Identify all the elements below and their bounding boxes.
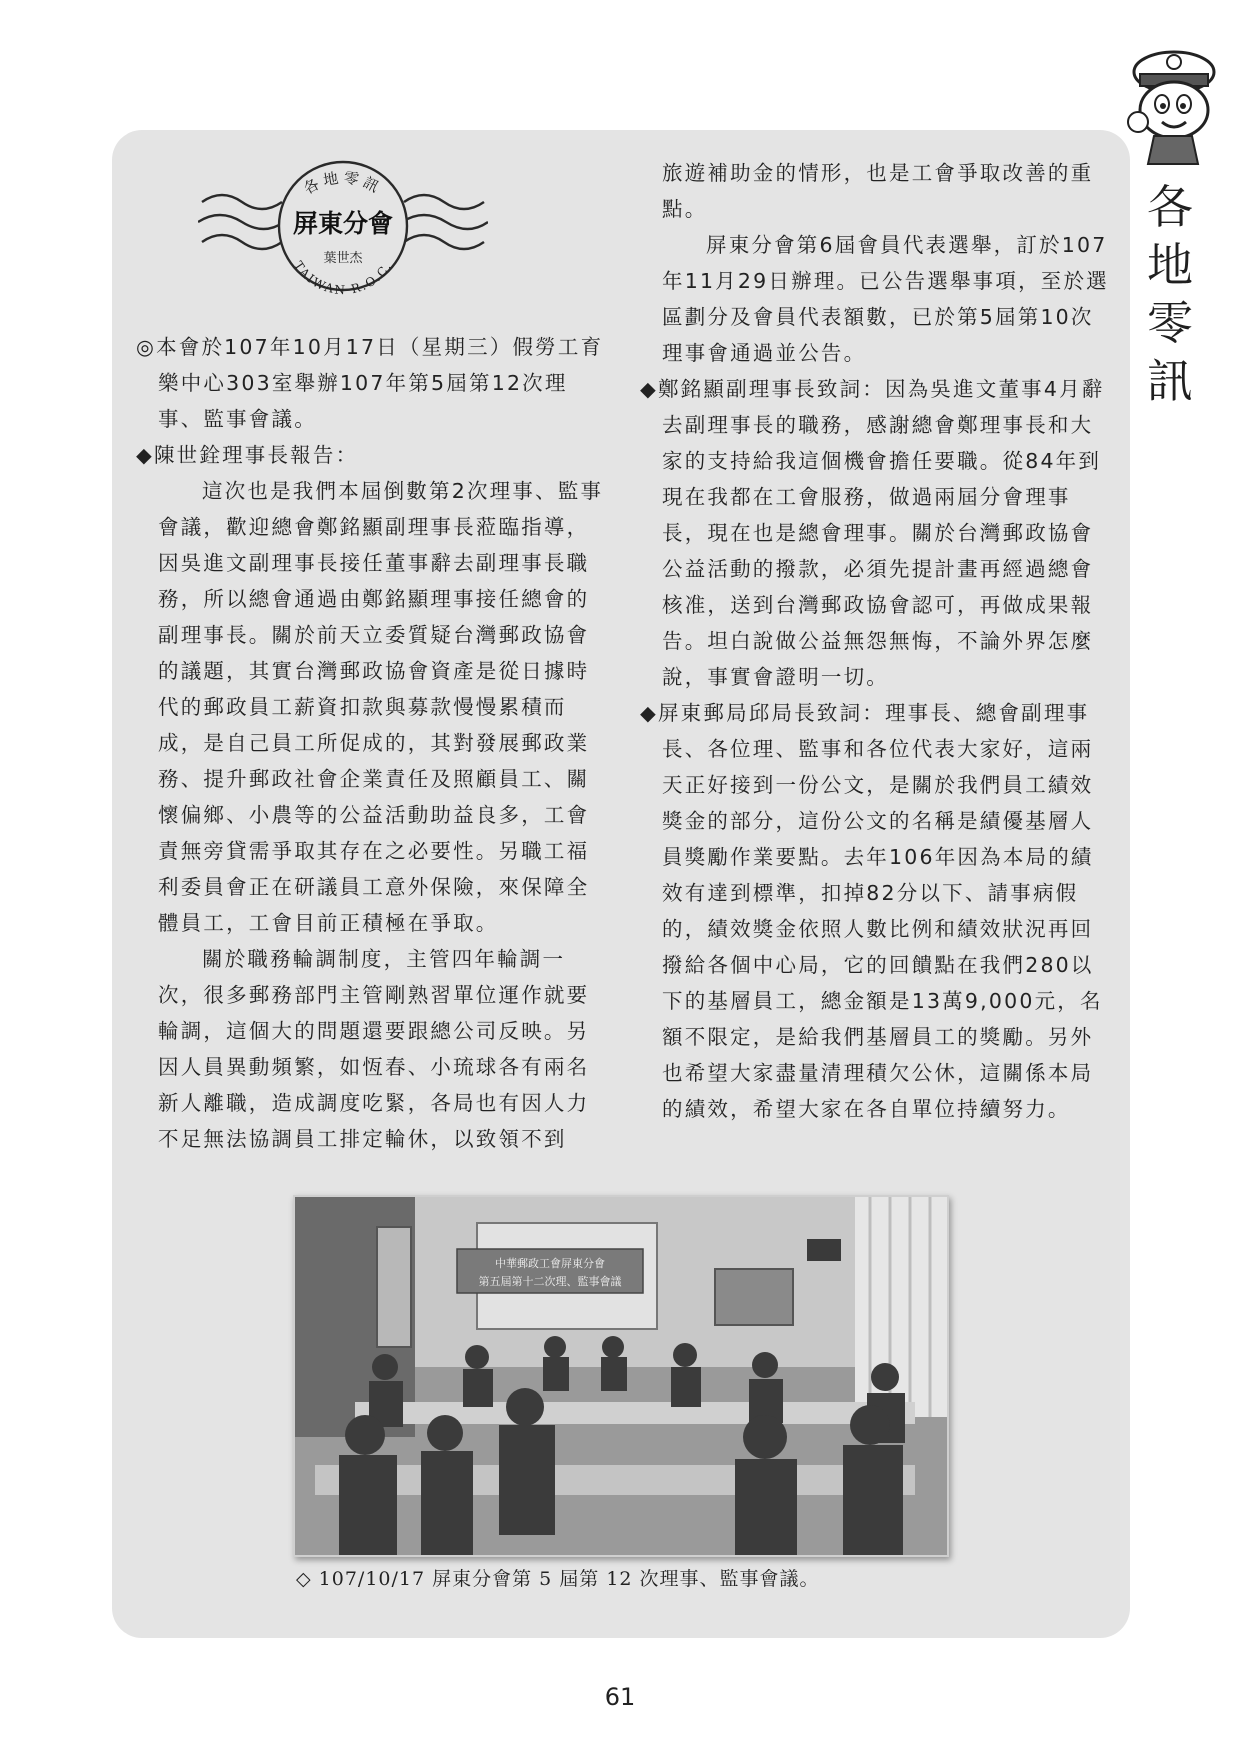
paragraph: 屏東分會第6屆會員代表選舉，訂於107年11月29日辦理。已公告選舉事項，至於選區劃分及會員代表額數，已於第5屆第10次理事會通過並公告。 bbox=[662, 233, 1109, 365]
mailman-mascot-icon bbox=[1118, 38, 1226, 170]
left-text-column bbox=[136, 329, 604, 1157]
stamp-top-text: 各地零訊 bbox=[300, 168, 386, 199]
meeting-photo bbox=[293, 1195, 949, 1557]
paragraph: ◆陳世銓理事長報告： bbox=[136, 443, 359, 467]
section-title-char: 各 bbox=[1147, 180, 1193, 234]
postmark-stamp bbox=[198, 140, 488, 320]
banner-line-1: 中華郵政工會屏東分會 bbox=[495, 1257, 605, 1270]
paragraph: 旅遊補助金的情形，也是工會爭取改善的重點。 bbox=[662, 161, 1094, 221]
paragraph: 關於職務輪調制度，主管四年輪調一次，很多郵務部門主管剛熟習單位運作就要輪調，這個大的問題還要跟總公司反映。另因人員異動頻繁，如恆春、小琉球各有兩名新人離職，造成調度吃緊，各局也有因人力不足無法協調員工排定輪休，以致領不到 bbox=[158, 947, 590, 1151]
stamp-bottom-text: TAIWAN R.O.C. bbox=[291, 258, 395, 298]
section-title-char: 零 bbox=[1147, 296, 1193, 350]
page-number: 61 bbox=[604, 1683, 636, 1711]
section-title-char: 地 bbox=[1147, 238, 1193, 292]
banner-line-2: 第五屆第十二次理、監事會議 bbox=[478, 1275, 622, 1288]
paragraph: ◎本會於107年10月17日（星期三）假勞工育樂中心303室舉辦107年第5屆第12次理事、監事會議。 bbox=[136, 335, 604, 431]
stamp-branch-name: 屏東分會 bbox=[292, 209, 394, 238]
section-title bbox=[1138, 178, 1202, 410]
paragraph: ◆鄭銘顯副理事長致詞：因為吳進文董事4月辭去副理事長的職務，感謝總會鄭理事長和大家的支持給我這個機會擔任要職。從84年到現在我都在工會服務，做過兩屆分會理事長，現在也是總會理事。關於台灣郵政協會公益活動的撥款，必須先提計畫再經過總會核准，送到台灣郵政協會認可，再做成果報告。坦白說做公益無怨無悔，不論外界怎麼說，事實會證明一切。 bbox=[640, 377, 1105, 689]
photo-caption: ◇ 107/10/17 屏東分會第 5 屆第 12 次理事、監事會議。 bbox=[296, 1568, 820, 1590]
paragraph: ◆屏東郵局邱局長致詞：理事長、總會副理事長、各位理、監事和各位代表大家好，這兩天正好接到一份公文，是關於我們員工績效獎金的部分，這份公文的名稱是績優基層人員獎勵作業要點。去年106年因為本局的績效有達到標準，扣掉82分以下、請事病假的，績效獎金依照人數比例和績效狀況再回撥給各個中心局，它的回饋點在我們280以下的基層員工，總金額是13萬9,000元，名額不限定，是給我們基層員工的獎勵。另外也希望大家盡量清理積欠公休，這關係本局的績效，希望大家在各自單位持續努力。 bbox=[640, 701, 1103, 1121]
stamp-author: 葉世杰 bbox=[323, 251, 363, 266]
paragraph: 這次也是我們本屆倒數第2次理事、監事會議，歡迎總會鄭銘顯副理事長蒞臨指導，因吳進文副理事長接任董事辭去副理事長職務，所以總會通過由鄭銘顯理事接任總會的副理事長。關於前天立委質疑台灣郵政協會的議題，其實台灣郵政協會資產是從日據時代的郵政員工薪資扣款與募款慢慢累積而成，是自己員工所促成的，其對發展郵政業務、提升郵政社會企業責任及照顧員工、關懷偏鄉、小農等的公益活動助益良多，工會責無旁貸需爭取其存在之必要性。另職工福利委員會正在研議員工意外保險，來保障全體員工，工會目前正積極在爭取。 bbox=[158, 479, 604, 935]
right-text-column bbox=[640, 155, 1110, 1127]
section-title-char: 訊 bbox=[1147, 354, 1193, 408]
